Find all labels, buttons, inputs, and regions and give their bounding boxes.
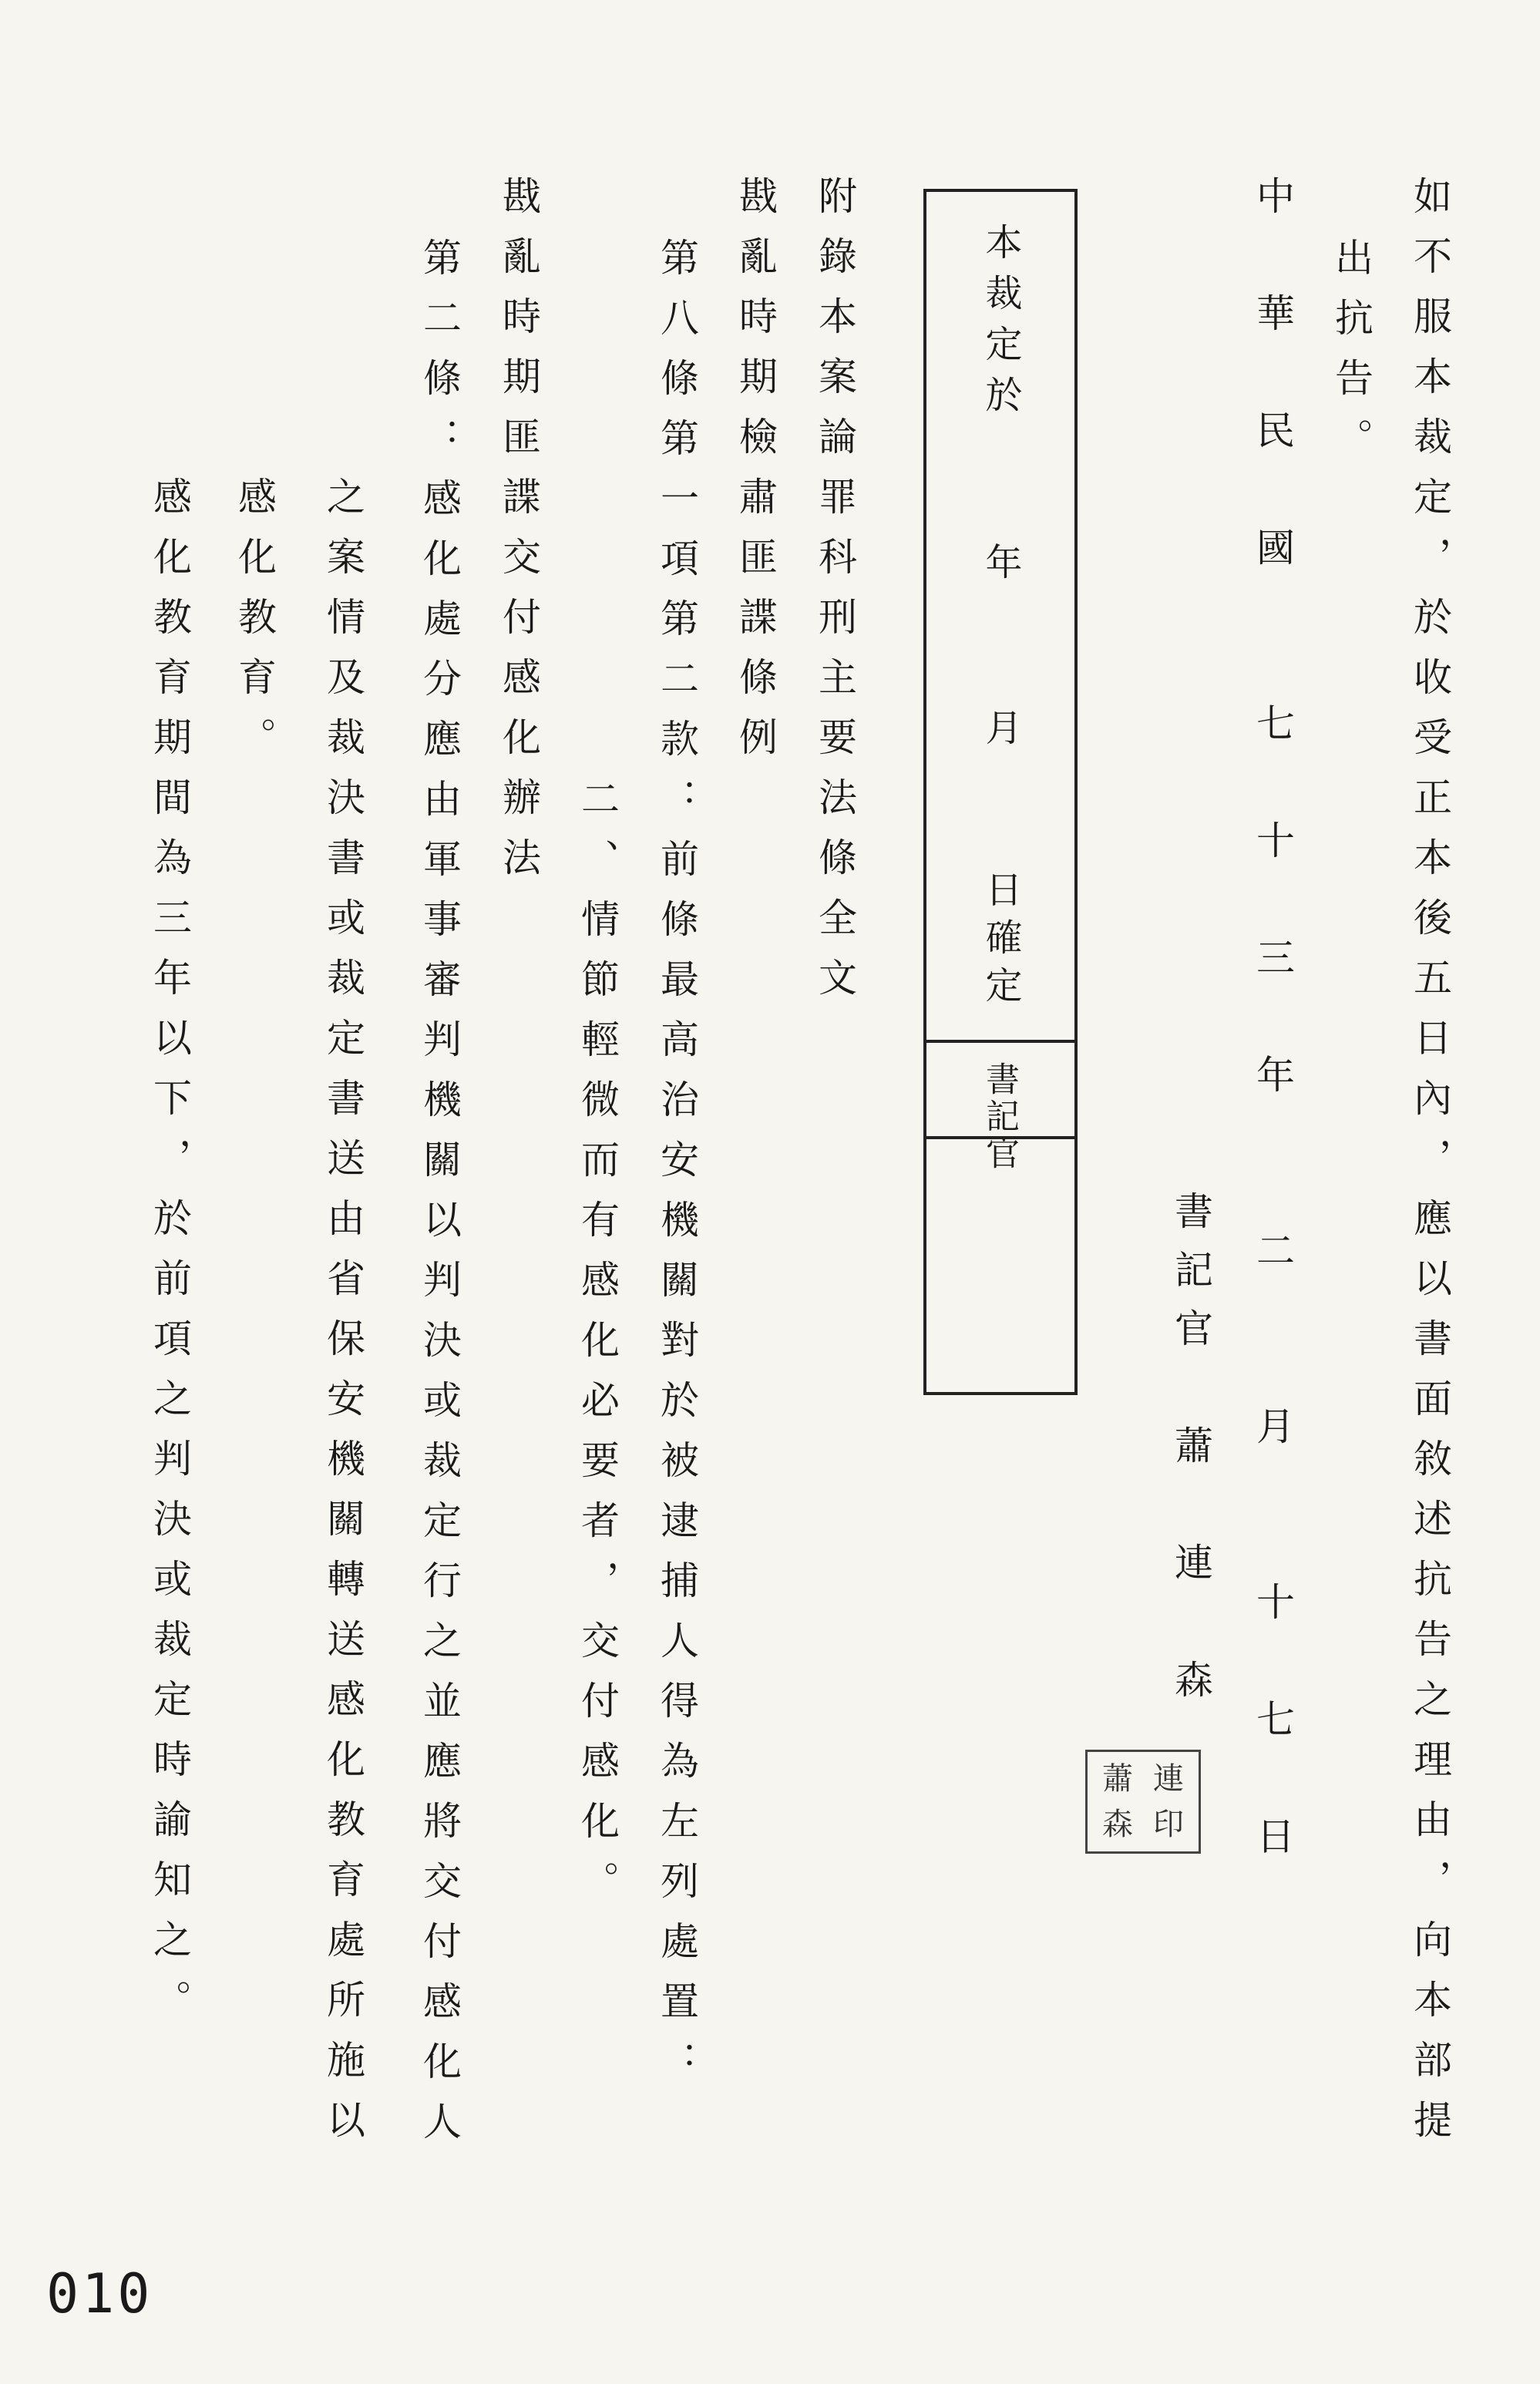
confirmation-day: 日確定 [979, 870, 1022, 1014]
appendix-heading: 附錄本案論罪科刑主要法條全文 [812, 176, 857, 1017]
clerk-label: 書記官 [980, 1061, 1019, 1172]
statute-article-8: 第八條第一項第二款：前條最高治安機關對於被逮捕人得為左列處置： [654, 237, 699, 2101]
statute-article-8-item: 二、情節輕微而有感化必要者，交付感化。 [575, 778, 620, 1921]
statute-article-2-cont-1: 之案情及裁決書或裁定書送由省保安機關轉送感化教育處所施以 [321, 476, 365, 2160]
statute-article-2-cont-2: 感化教育。 [232, 476, 277, 777]
ruling-line-2: 出抗告。 [1329, 237, 1374, 478]
confirmation-year: 年 [979, 543, 1022, 580]
seal-char: 連 [1153, 1761, 1184, 1797]
ruling-line-1: 如不服本裁定，於收受正本後五日內，應以書面敘述抗告之理由，向本部提 [1407, 176, 1452, 2160]
confirmation-month: 月 [979, 708, 1022, 745]
statute-name-2: 戡亂時期匪諜交付感化辦法 [496, 176, 541, 897]
box-divider [926, 1040, 1074, 1043]
page-number: 010 [46, 2262, 153, 2325]
seal-char: 蕭 [1102, 1761, 1133, 1797]
seal-char: 森 [1102, 1806, 1133, 1842]
statute-article-2-para-2: 感化教育期間為三年以下，於前項之判決或裁定時諭知之。 [147, 476, 192, 2039]
statute-name-1: 戡亂時期檢肅匪諜條例 [733, 176, 778, 777]
clerk-signature-line: 書記官 蕭 連 森 [1168, 1191, 1213, 1718]
confirmation-box [923, 189, 1078, 1395]
confirmation-title: 本裁定於 [979, 223, 1022, 426]
seal-char: 印 [1153, 1806, 1184, 1842]
statute-article-2: 第二條：感化處分應由軍事審判機關以判決或裁定行之並應將交付感化人 [417, 237, 462, 2161]
official-seal [1085, 1750, 1201, 1854]
date-line: 中 華 民 國 七 十 三 年 二 月 十 七 日 [1250, 176, 1295, 1875]
box-divider [926, 1136, 1074, 1139]
